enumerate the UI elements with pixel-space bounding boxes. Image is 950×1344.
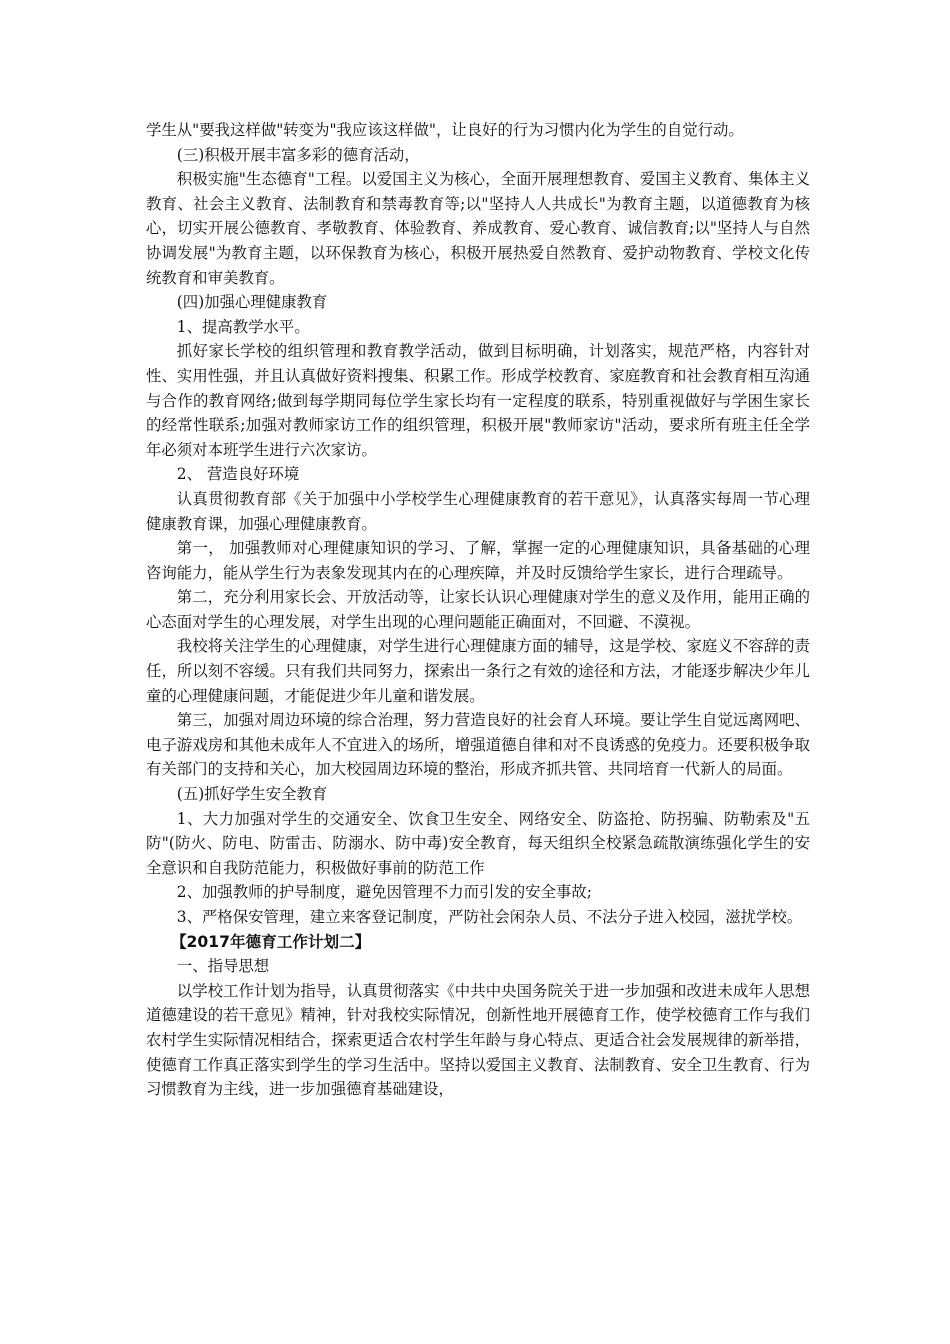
paragraph-ecological-moral-education: 积极实施"生态德育"工程。以爱国主义为核心，全面开展理想教育、爱国主义教育、集体主义教育、社会主义教育、法制教育和禁毒教育等;以"坚持人人共成长"为教育主题，以道德教育为核心，切实开展公德教育、孝敬教育、体验教育、养成教育、爱心教育、诚信教育;以"坚持人与自然协调发展"为教育主题，以环保教育为核心，积极开展热爱自然教育、爱护动物教育、学校文化传统教育和审美教育。 [146,170,810,287]
section-heading-5: (五)抓好学生安全教育 [176,785,328,804]
subheading-1: 1、提高教学水平。 [176,317,310,336]
section-heading-4: (四)加强心理健康教育 [176,293,328,312]
section-guiding-ideology: 一、指导思想 [176,957,270,976]
paragraph-parent-school: 抓好家长学校的组织管理和教育教学活动，做到目标明确，计划落实，规范严格，内容针对性、实用性强，并且认真做好资料搜集、积累工作。形成学校教育、家庭教育和社会教育相互沟通与合作的教育网络;做到每学期同每位学生家长均有一定程度的联系，特别重视做好与学困生家长的经常性联系;加强对教师家访工作的组织管理，积极开展"教师家访"活动，要求所有班主任全学年必须对本班学生进行六次家访。 [146,342,810,459]
paragraph-second: 第二，充分利用家长会、开放活动等，让家长认识心理健康对学生的意义及作用，能用正确的心态面对学生的心理发展，对学生出现的心理问题能正确面对，不回避、不漠视。 [146,588,810,631]
paragraph-first: 第一， 加强教师对心理健康知识的学习、了解，掌握一定的心理健康知识，具备基础的心理咨询能力，能从学生行为表象发现其内在的心理疾障，并及时反馈给学生家长，进行合理疏导。 [146,539,810,582]
paragraph-third: 第三，加强对周边环境的综合治理，努力营造良好的社会育人环境。要让学生自觉远离网吧、电子游戏房和其他未成年人不宜进入的场所，增强道德自律和对不良诱惑的免疫力。还要积极争取有关部门的支持和关心，加大校园周边环境的整治，形成齐抓共管、共同培育一代新人的局面。 [146,711,810,779]
paragraph-safety-3: 3、严格保安管理，建立来客登记制度，严防社会闲杂人员、不法分子进入校园，滋扰学校。 [176,908,803,926]
paragraph-mental-health-policy: 认真贯彻教育部《关于加强中小学校学生心理健康教育的若干意见》，认真落实每周一节心理健康教育课，加强心理健康教育。 [146,489,810,533]
subheading-2: 2、 营造良好环境 [176,465,300,484]
paragraph-safety-2: 2、加强教师的护导制度，避免因管理不力而引发的安全事故; [176,883,592,902]
paragraph-continuation: 学生从"要我这样做"转变为"我应该这样做"，让良好的行为习惯内化为学生的自觉行动。 [146,121,744,139]
document-body [146,118,810,1102]
paragraph-school-commitment: 我校将关注学生的心理健康，对学生进行心理健康方面的辅导，这是学校、家庭义不容辞的责任，所以刻不容缓。只有我们共同努力，探索出一条行之有效的途径和方法，才能逐步解决少年儿童的心理健康问题，才能促进少年儿童和谐发展。 [146,637,810,705]
section-heading-3: (三)积极开展丰富多彩的德育活动， [176,145,420,164]
paragraph-guiding-ideology: 以学校工作计划为指导，认真贯彻落实《中共中央国务院关于进一步加强和改进未成年人思想道德建设的若干意见》精神，针对我校实际情况，创新性地开展德育工作，使学校德育工作与我们农村学生实际情况相结合，探索更适合农村学生年龄与身心特点、更适合社会发展规律的新举措，使德育工作真正落实到学生的学习生活中。坚持以爱国主义教育、法制教育、安全卫生教育、行为习惯教育为主线，进一步加强德育基础建设， [146,981,810,1099]
paragraph-safety-1: 1、大力加强对学生的交通安全、饮食卫生安全、网络安全、防盗抢、防拐骗、防勒索及"五防"(防火、防电、防雷击、防溺水、防中毒)安全教育，每天组织全校紧急疏散演练强化学生的安全意识和自我防范能力，积极做好事前的防范工作 [146,809,810,877]
plan-two-title: 【2017年德育工作计划二】 [170,932,371,951]
